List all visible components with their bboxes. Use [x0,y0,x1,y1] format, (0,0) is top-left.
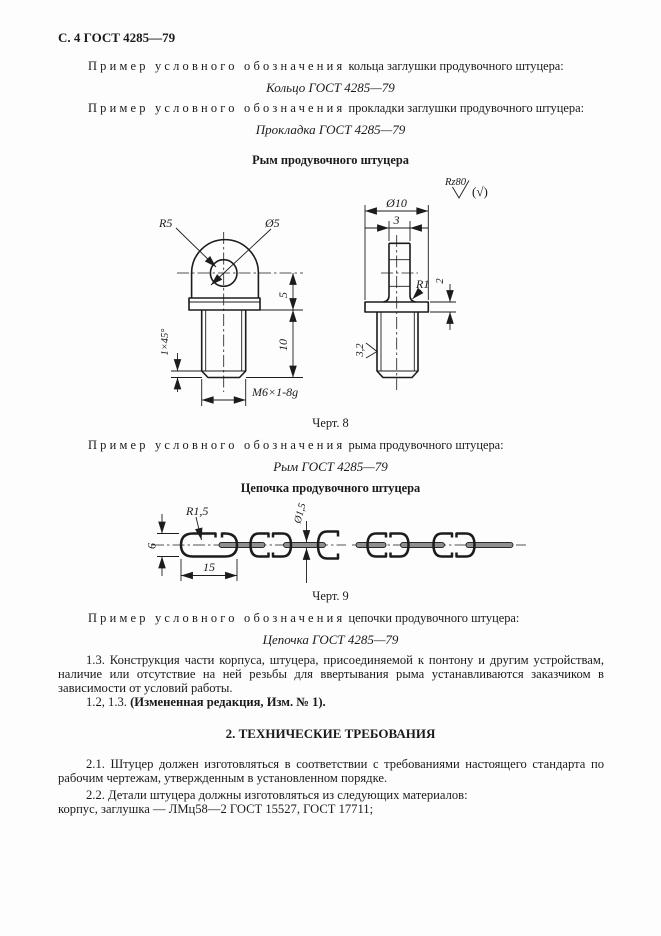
paragraph-1-2-1-3 [58,695,604,709]
chain-right-segment [356,534,513,557]
dim-label-r5: R5 [159,216,173,230]
example-object-1: кольца заглушки продувочного штуцера: [348,59,564,73]
paragraph-2-2-materials: корпус, заглушка — ЛМц58—2 ГОСТ 15527, ГОСТ 17711; [58,802,374,816]
dim-label-chamfer: 1×45° [160,328,171,356]
chain-rod [466,542,513,547]
lug-side-view [355,177,488,390]
dim-label-hole-dia: Ø5 [265,216,280,230]
page-header: С. 4 ГОСТ 4285—79 [58,30,176,45]
dim-label-link-radius: R1,5 [186,504,209,518]
example-object-4: цепочки продувочного штуцера: [348,611,520,625]
lug-shank-side [377,312,418,378]
dim-label-flange-thickness: 2 [435,278,446,284]
lug-front-view [158,216,303,406]
dim-label-5: 5 [276,292,290,298]
example-lead-3: Пример условного обозначения [88,438,346,452]
example-intro-1 [58,59,621,74]
chain-rod [356,542,386,547]
example-object-2: прокладки заглушки продувочного штуцера: [348,101,585,115]
example-designation-3: Рым ГОСТ 4285—79 [273,459,388,474]
figure-9-drawing [0,497,661,587]
figure-8-drawing [0,170,661,412]
dim-label-wire-dia: Ø1,5 [292,501,309,525]
paragraph-1-2-1-3-prefix: 1.2, 1.3. [86,695,131,709]
figure-9-title: Цепочка продувочного штуцера [240,481,421,495]
example-intro-2 [58,101,621,116]
chain-rod [401,542,445,547]
paragraph-1-2-1-3-note: (Измененная редакция, Изм. № 1). [130,695,326,709]
dim-label-10: 10 [276,339,290,351]
figure-8-caption: Черт. 8 [312,416,349,430]
lug-head-dome [192,240,259,298]
example-object-3: рыма продувочного штуцера: [348,438,504,452]
example-designation-2: Прокладка ГОСТ 4285—79 [255,122,406,137]
example-designation-4: Цепочка ГОСТ 4285—79 [262,632,399,647]
example-intro-3 [58,438,621,453]
paragraph-2-2: 2.2. Детали штуцера должны изготовляться из следующих материалов: [86,788,468,802]
figure-9-caption: Черт. 9 [312,589,349,603]
paragraph-1-3: 1.3. Конструкция части корпуса, штуцера, присоединяемой к понтону и другим устройствам, наличие или отсутствие на ней резьбы для ввертывания рыма устанавливаются заказчиком в зависимости от условий работы. [58,653,604,696]
dim-label-tab-width: 3 [393,213,400,227]
figure-8-title: Рым продувочного штуцера [252,153,409,167]
example-lead-1: Пример условного обозначения [88,59,346,73]
section-2-title: 2. ТЕХНИЧЕСКИЕ ТРЕБОВАНИЯ [225,726,436,741]
lug-collar [189,298,260,310]
example-lead-2: Пример условного обозначения [88,101,346,115]
dim-label-flange-dia: Ø10 [386,196,407,210]
surface-finish-alt-label: (√) [472,184,488,199]
dim-label-thread: М6×1-8g [252,385,299,399]
dim-label-fillet: R1 [416,277,430,291]
example-designation-1: Кольцо ГОСТ 4285—79 [266,80,395,95]
chain-rod [219,542,265,547]
example-lead-4: Пример условного обозначения [88,611,346,625]
dim-label-link-length: 15 [203,560,215,574]
roughness-check-icon [366,343,377,358]
paragraph-2-1: 2.1. Штуцер должен изготовляться в соответствии с требованиями настоящего стандарта по рабочим чертежам, утвержденным в установленном порядке. [58,757,604,786]
dim-label-link-height: 6 [144,543,159,549]
example-intro-4 [58,611,621,626]
roughness-label: 3,2 [355,343,366,357]
surface-finish-label: Rz80 [445,177,466,188]
